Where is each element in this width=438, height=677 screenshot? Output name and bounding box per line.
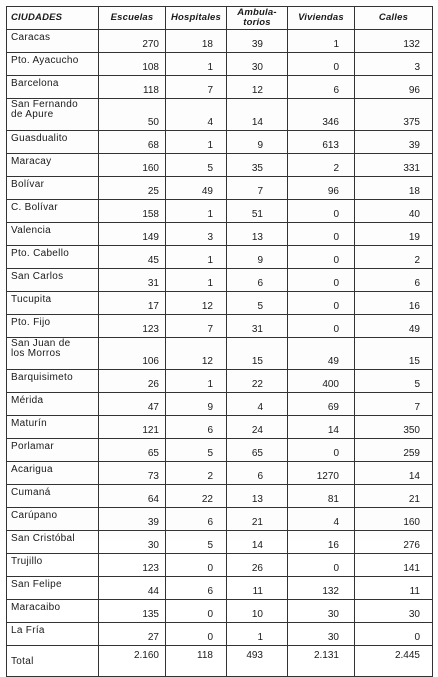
cell-city: Maturín xyxy=(7,416,99,439)
cell-city: La Fría xyxy=(7,623,99,646)
cell-escuelas: 64 xyxy=(99,485,166,508)
header-viviendas: Viviendas xyxy=(288,7,355,30)
cell-viviendas: 96 xyxy=(288,177,355,200)
cell-hospitales: 0 xyxy=(166,600,227,623)
cell-hospitales: 1 xyxy=(166,269,227,292)
cell-calles: 6 xyxy=(355,269,433,292)
cell-city: Barquisimeto xyxy=(7,370,99,393)
table-footer xyxy=(7,646,433,677)
cell-viviendas: 346 xyxy=(288,99,355,131)
cell-escuelas: 30 xyxy=(99,531,166,554)
cell-city: Maracay xyxy=(7,154,99,177)
cell-ambulatorios: 14 xyxy=(227,531,288,554)
table-row xyxy=(7,200,433,223)
cell-viviendas: 0 xyxy=(288,292,355,315)
cell-city: Tucupita xyxy=(7,292,99,315)
total-hospitales: 118 xyxy=(166,646,227,677)
cell-viviendas: 6 xyxy=(288,76,355,99)
cell-hospitales: 6 xyxy=(166,577,227,600)
cell-escuelas: 27 xyxy=(99,623,166,646)
cell-escuelas: 123 xyxy=(99,315,166,338)
total-ambulatorios: 493 xyxy=(227,646,288,677)
cell-hospitales: 1 xyxy=(166,246,227,269)
cell-hospitales: 1 xyxy=(166,200,227,223)
cell-ambulatorios: 14 xyxy=(227,99,288,131)
cell-ambulatorios: 39 xyxy=(227,30,288,53)
table-row xyxy=(7,554,433,577)
header-calles: Calles xyxy=(355,7,433,30)
cell-calles: 49 xyxy=(355,315,433,338)
cell-escuelas: 160 xyxy=(99,154,166,177)
cell-city: San Cristóbal xyxy=(7,531,99,554)
table-row xyxy=(7,508,433,531)
table-row xyxy=(7,292,433,315)
cell-viviendas: 132 xyxy=(288,577,355,600)
cell-ambulatorios: 31 xyxy=(227,315,288,338)
cell-viviendas: 0 xyxy=(288,439,355,462)
cell-city: San Carlos xyxy=(7,269,99,292)
cell-calles: 30 xyxy=(355,600,433,623)
cell-city: C. Bolívar xyxy=(7,200,99,223)
cell-escuelas: 121 xyxy=(99,416,166,439)
cell-hospitales: 7 xyxy=(166,76,227,99)
cell-calles: 18 xyxy=(355,177,433,200)
cell-escuelas: 39 xyxy=(99,508,166,531)
cell-viviendas: 81 xyxy=(288,485,355,508)
cell-city: Acarigua xyxy=(7,462,99,485)
cell-calles: 21 xyxy=(355,485,433,508)
cell-city: Pto. Ayacucho xyxy=(7,53,99,76)
cell-calles: 15 xyxy=(355,338,433,370)
cell-city: Cumaná xyxy=(7,485,99,508)
cell-calles: 259 xyxy=(355,439,433,462)
cell-ambulatorios: 35 xyxy=(227,154,288,177)
cell-ambulatorios: 9 xyxy=(227,131,288,154)
cell-viviendas: 0 xyxy=(288,200,355,223)
cell-escuelas: 44 xyxy=(99,577,166,600)
cell-ambulatorios: 51 xyxy=(227,200,288,223)
cell-calles: 350 xyxy=(355,416,433,439)
table-row xyxy=(7,577,433,600)
total-calles: 2.445 xyxy=(355,646,433,677)
cell-city: Maracaibo xyxy=(7,600,99,623)
table-body xyxy=(7,30,433,646)
cell-viviendas: 0 xyxy=(288,315,355,338)
cell-ambulatorios: 4 xyxy=(227,393,288,416)
cell-city: Pto. Fijo xyxy=(7,315,99,338)
cell-calles: 5 xyxy=(355,370,433,393)
table-row xyxy=(7,177,433,200)
cell-viviendas: 0 xyxy=(288,246,355,269)
cell-ambulatorios: 1 xyxy=(227,623,288,646)
table-row xyxy=(7,131,433,154)
table-row xyxy=(7,76,433,99)
cell-escuelas: 31 xyxy=(99,269,166,292)
cell-escuelas: 135 xyxy=(99,600,166,623)
cell-escuelas: 158 xyxy=(99,200,166,223)
cell-calles: 7 xyxy=(355,393,433,416)
table-row xyxy=(7,485,433,508)
cell-ambulatorios: 30 xyxy=(227,53,288,76)
table-row xyxy=(7,223,433,246)
cell-hospitales: 0 xyxy=(166,623,227,646)
cell-hospitales: 18 xyxy=(166,30,227,53)
cell-ambulatorios: 22 xyxy=(227,370,288,393)
cell-ambulatorios: 10 xyxy=(227,600,288,623)
table-row xyxy=(7,416,433,439)
cell-calles: 3 xyxy=(355,53,433,76)
cell-calles: 331 xyxy=(355,154,433,177)
cell-city: Barcelona xyxy=(7,76,99,99)
cell-calles: 132 xyxy=(355,30,433,53)
header-row xyxy=(7,7,433,30)
cell-calles: 14 xyxy=(355,462,433,485)
cell-calles: 375 xyxy=(355,99,433,131)
infrastructure-table xyxy=(6,6,433,677)
cell-viviendas: 1 xyxy=(288,30,355,53)
cell-escuelas: 17 xyxy=(99,292,166,315)
cell-ambulatorios: 11 xyxy=(227,577,288,600)
cell-escuelas: 26 xyxy=(99,370,166,393)
table-row xyxy=(7,338,433,370)
table-row xyxy=(7,30,433,53)
cell-escuelas: 118 xyxy=(99,76,166,99)
cell-ambulatorios: 21 xyxy=(227,508,288,531)
cell-escuelas: 123 xyxy=(99,554,166,577)
cell-ambulatorios: 7 xyxy=(227,177,288,200)
cell-calles: 39 xyxy=(355,131,433,154)
cell-hospitales: 5 xyxy=(166,154,227,177)
cell-viviendas: 14 xyxy=(288,416,355,439)
cell-calles: 2 xyxy=(355,246,433,269)
header-hospitales: Hospitales xyxy=(166,7,227,30)
cell-city: San Juan de los Morros xyxy=(7,338,99,370)
table-row xyxy=(7,53,433,76)
cell-ambulatorios: 65 xyxy=(227,439,288,462)
table-row xyxy=(7,623,433,646)
table-row xyxy=(7,393,433,416)
cell-escuelas: 149 xyxy=(99,223,166,246)
table-row xyxy=(7,269,433,292)
cell-escuelas: 73 xyxy=(99,462,166,485)
table-row xyxy=(7,462,433,485)
total-label: Total xyxy=(7,646,99,677)
cell-city: Valencia xyxy=(7,223,99,246)
table-header xyxy=(7,7,433,30)
cell-hospitales: 3 xyxy=(166,223,227,246)
cell-city: Porlamar xyxy=(7,439,99,462)
cell-city: Guasdualito xyxy=(7,131,99,154)
cell-viviendas: 4 xyxy=(288,508,355,531)
cell-city: Mérida xyxy=(7,393,99,416)
table-row xyxy=(7,370,433,393)
cell-ambulatorios: 26 xyxy=(227,554,288,577)
total-escuelas: 2.160 xyxy=(99,646,166,677)
cell-hospitales: 6 xyxy=(166,416,227,439)
cell-city: Caracas xyxy=(7,30,99,53)
cell-viviendas: 1270 xyxy=(288,462,355,485)
cell-calles: 0 xyxy=(355,623,433,646)
cell-ambulatorios: 24 xyxy=(227,416,288,439)
cell-viviendas: 0 xyxy=(288,269,355,292)
cell-city: Trujillo xyxy=(7,554,99,577)
cell-hospitales: 5 xyxy=(166,439,227,462)
cell-hospitales: 12 xyxy=(166,338,227,370)
cell-calles: 96 xyxy=(355,76,433,99)
cell-viviendas: 2 xyxy=(288,154,355,177)
cell-viviendas: 0 xyxy=(288,53,355,76)
header-ambulatorios: Ambula- torios xyxy=(227,7,288,30)
table-row xyxy=(7,99,433,131)
cell-escuelas: 108 xyxy=(99,53,166,76)
cell-calles: 19 xyxy=(355,223,433,246)
header-escuelas: Escuelas xyxy=(99,7,166,30)
cell-hospitales: 9 xyxy=(166,393,227,416)
cell-viviendas: 0 xyxy=(288,223,355,246)
cell-ambulatorios: 5 xyxy=(227,292,288,315)
cell-escuelas: 47 xyxy=(99,393,166,416)
cell-viviendas: 400 xyxy=(288,370,355,393)
cell-hospitales: 6 xyxy=(166,508,227,531)
cell-viviendas: 16 xyxy=(288,531,355,554)
cell-calles: 276 xyxy=(355,531,433,554)
cell-viviendas: 30 xyxy=(288,623,355,646)
cell-escuelas: 270 xyxy=(99,30,166,53)
cell-city: Bolívar xyxy=(7,177,99,200)
cell-hospitales: 2 xyxy=(166,462,227,485)
cell-ambulatorios: 6 xyxy=(227,269,288,292)
table-row xyxy=(7,439,433,462)
cell-hospitales: 22 xyxy=(166,485,227,508)
cell-city: Pto. Cabello xyxy=(7,246,99,269)
cell-calles: 16 xyxy=(355,292,433,315)
total-row xyxy=(7,646,433,677)
header-ciudades: CIUDADES xyxy=(7,7,99,30)
table-row xyxy=(7,531,433,554)
cell-viviendas: 613 xyxy=(288,131,355,154)
cell-ambulatorios: 12 xyxy=(227,76,288,99)
cell-calles: 160 xyxy=(355,508,433,531)
cell-calles: 11 xyxy=(355,577,433,600)
table-row xyxy=(7,246,433,269)
cell-hospitales: 4 xyxy=(166,99,227,131)
cell-hospitales: 7 xyxy=(166,315,227,338)
cell-hospitales: 1 xyxy=(166,53,227,76)
cell-escuelas: 65 xyxy=(99,439,166,462)
table-row xyxy=(7,154,433,177)
total-viviendas: 2.131 xyxy=(288,646,355,677)
cell-escuelas: 50 xyxy=(99,99,166,131)
cell-viviendas: 0 xyxy=(288,554,355,577)
table-row xyxy=(7,315,433,338)
cell-hospitales: 1 xyxy=(166,131,227,154)
cell-calles: 40 xyxy=(355,200,433,223)
cell-ambulatorios: 15 xyxy=(227,338,288,370)
cell-hospitales: 1 xyxy=(166,370,227,393)
cell-escuelas: 68 xyxy=(99,131,166,154)
cell-hospitales: 12 xyxy=(166,292,227,315)
cell-escuelas: 45 xyxy=(99,246,166,269)
cell-city: San Felipe xyxy=(7,577,99,600)
cell-city: San Fernando de Apure xyxy=(7,99,99,131)
cell-escuelas: 25 xyxy=(99,177,166,200)
cell-ambulatorios: 13 xyxy=(227,485,288,508)
cell-escuelas: 106 xyxy=(99,338,166,370)
cell-city: Carúpano xyxy=(7,508,99,531)
cell-hospitales: 5 xyxy=(166,531,227,554)
cell-hospitales: 49 xyxy=(166,177,227,200)
cell-viviendas: 49 xyxy=(288,338,355,370)
cell-ambulatorios: 6 xyxy=(227,462,288,485)
cell-viviendas: 69 xyxy=(288,393,355,416)
cell-hospitales: 0 xyxy=(166,554,227,577)
table-row xyxy=(7,600,433,623)
cell-ambulatorios: 9 xyxy=(227,246,288,269)
cell-calles: 141 xyxy=(355,554,433,577)
cell-ambulatorios: 13 xyxy=(227,223,288,246)
cell-viviendas: 30 xyxy=(288,600,355,623)
